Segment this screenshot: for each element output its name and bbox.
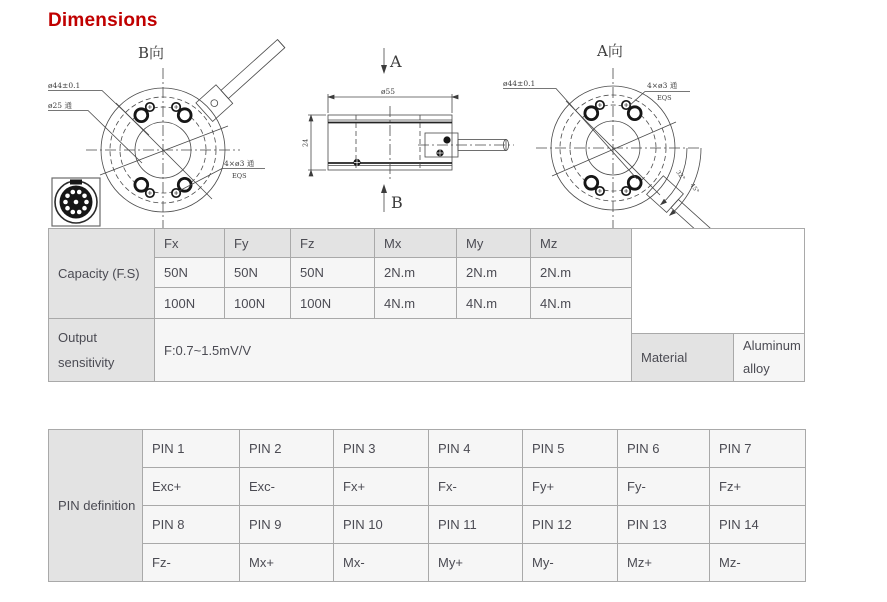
view-b-dim-holes: 4×ø3 通	[224, 159, 255, 168]
view-b-drawing	[48, 36, 289, 228]
pin-cell: Mx-	[334, 544, 428, 581]
view-a-dim-holes-note: EQS	[657, 94, 672, 102]
pin-cell: Fx-	[429, 468, 522, 505]
page-title: Dimensions	[48, 10, 158, 31]
view-a-title: A向	[597, 42, 623, 60]
capacity-cell: 2N.m	[457, 258, 530, 287]
view-b-dim-bolt-circle: ø44±0.1	[48, 81, 81, 90]
connector-icon	[52, 178, 100, 226]
dim-height: 24	[301, 138, 310, 147]
view-a-drawing	[503, 42, 732, 230]
capacity-cell: 4N.m	[531, 288, 631, 318]
pin-cell: PIN 3	[334, 430, 428, 467]
pin-cell: PIN 11	[429, 506, 522, 543]
view-b-title: B向	[138, 44, 165, 62]
pin-cell: PIN 13	[618, 506, 709, 543]
view-side-drawing	[302, 48, 515, 212]
pin-cell: My+	[429, 544, 522, 581]
pin-cell: PIN 1	[143, 430, 239, 467]
pin-cell: Fz+	[710, 468, 805, 505]
pin-cell: PIN 8	[143, 506, 239, 543]
output-sensitivity-value: F:0.7~1.5mV/V	[155, 319, 631, 381]
pin-cell: Mz+	[618, 544, 709, 581]
pin-cell: Fy+	[523, 468, 617, 505]
pin-cell: PIN 4	[429, 430, 522, 467]
capacity-cell: 100N	[155, 288, 224, 318]
view-a-dim-bolt-circle: ø44±0.1	[503, 79, 536, 88]
capacity-header-fx: Fx	[155, 229, 224, 257]
empty-cell	[632, 228, 805, 334]
technical-drawings	[0, 36, 887, 230]
capacity-cell: 50N	[291, 258, 374, 287]
capacity-cell: 50N	[155, 258, 224, 287]
pin-cell: PIN 10	[334, 506, 428, 543]
pin-table	[48, 429, 806, 582]
view-a-dim-holes: 4×ø3 通	[647, 81, 678, 90]
view-a-angle-1: 32°	[674, 169, 687, 182]
pin-cell: PIN 14	[710, 506, 805, 543]
capacity-row-label: Capacity (F.S)	[49, 229, 154, 318]
pin-cell: Fz-	[143, 544, 239, 581]
view-a-angle-2: 45°	[688, 182, 701, 195]
pin-cell: PIN 12	[523, 506, 617, 543]
view-b-dim-bore: ø25 通	[48, 101, 72, 110]
pin-cell: Exc+	[143, 468, 239, 505]
capacity-header-my: My	[457, 229, 530, 257]
pin-cell: PIN 7	[710, 430, 805, 467]
pin-row-label: PIN definition	[49, 430, 142, 581]
material-label: Material	[632, 334, 734, 381]
capacity-header-fz: Fz	[291, 229, 374, 257]
capacity-table	[48, 228, 805, 382]
pin-cell: Exc-	[240, 468, 333, 505]
pin-cell: PIN 6	[618, 430, 709, 467]
capacity-table-main	[48, 228, 632, 382]
pin-cell: Mx+	[240, 544, 333, 581]
arrow-a-label: A	[390, 52, 402, 71]
capacity-header-mz: Mz	[531, 229, 631, 257]
pin-table-grid	[48, 429, 806, 582]
capacity-cell: 4N.m	[375, 288, 456, 318]
pin-cell: Fx+	[334, 468, 428, 505]
pin-cell: PIN 9	[240, 506, 333, 543]
capacity-cell: 2N.m	[375, 258, 456, 287]
capacity-header-mx: Mx	[375, 229, 456, 257]
capacity-header-fy: Fy	[225, 229, 290, 257]
capacity-cell: 100N	[291, 288, 374, 318]
output-sensitivity-label: Output sensitivity	[49, 319, 154, 381]
capacity-cell: 100N	[225, 288, 290, 318]
pin-cell: PIN 2	[240, 430, 333, 467]
capacity-cell: 2N.m	[531, 258, 631, 287]
arrow-b-label: B	[391, 193, 403, 212]
view-b-dim-holes-note: EQS	[232, 172, 247, 180]
material-row	[632, 334, 805, 382]
pin-cell: PIN 5	[523, 430, 617, 467]
pin-cell: My-	[523, 544, 617, 581]
pin-cell: Fy-	[618, 468, 709, 505]
capacity-table-right	[632, 228, 805, 382]
capacity-cell: 50N	[225, 258, 290, 287]
dim-diameter: ø55	[381, 87, 396, 96]
material-value: Aluminum alloy	[734, 334, 804, 381]
capacity-cell: 4N.m	[457, 288, 530, 318]
pin-cell: Mz-	[710, 544, 805, 581]
